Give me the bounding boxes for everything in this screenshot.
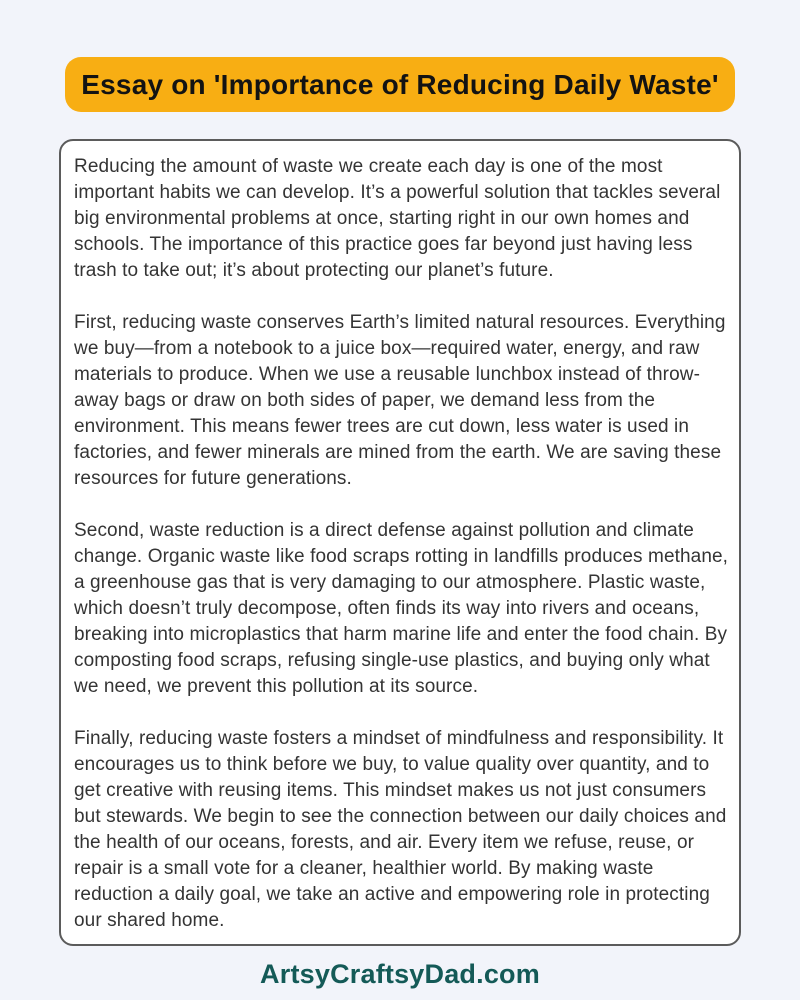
essay-paragraph-pollution: Second, waste reduction is a direct defense against pollution and climate change. Organic waste like food scraps rotting in landfills produces methane, a greenhouse gas that is very damaging to our atmosphere. Plastic waste, which doesn’t truly decompose, often finds its way into rivers and oceans, breaking into microplastics that harm marine life and enter the food chain. By composting food scraps, refusing single-use plastics, and buying only what we need, we prevent this pollution at its source.	[74, 520, 729, 697]
essay-paragraph-intro: Reducing the amount of waste we create each day is one of the most important habits we can develop. It’s a powerful solution that tackles several big environmental problems at once, starting right in our own homes and schools. The importance of this practice goes far beyond just having less trash to take out; it’s about protecting our planet’s future.	[74, 156, 721, 281]
essay-paragraph-resources: First, reducing waste conserves Earth’s limited natural resources. Everything we buy—from a notebook to a juice box—required water, energy, and raw materials to produce. When we use a reusable lunchbox instead of throw-away bags or draw on both sides of paper, we demand less from the environment. This means fewer trees are cut down, less water is used in factories, and fewer minerals are mined from the earth. We are saving these resources for future generations.	[74, 312, 726, 489]
page-title: Essay on 'Importance of Reducing Daily Waste'	[65, 57, 734, 112]
title-banner-wrap	[0, 0, 800, 112]
essay-paragraph-conclusion: Finally, reducing waste fosters a mindset of mindfulness and responsibility. It encourages us to think before we buy, to value quality over quantity, and to get creative with reusing items. This mindset makes us not just consumers but stewards. We begin to see the connection between our daily choices and the health of our oceans, forests, and air. Every item we refuse, reuse, or repair is a small vote for a cleaner, healthier world. By making waste reduction a daily goal, we take an active and empowering role in protecting our shared home.	[74, 728, 727, 931]
site-name: ArtsyCraftsyDad.com	[260, 959, 540, 989]
essay-card	[59, 139, 741, 946]
footer	[0, 959, 800, 990]
